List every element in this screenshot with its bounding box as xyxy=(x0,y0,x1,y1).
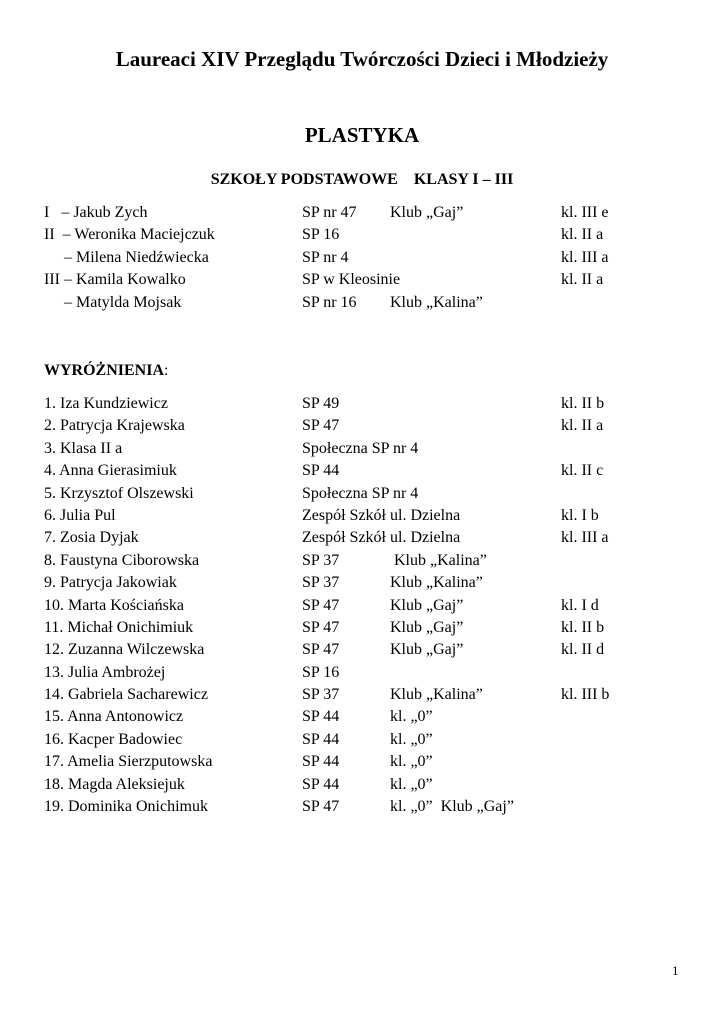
entry-name: 2. Patrycja Krajewska xyxy=(44,417,185,435)
entry-school: Społeczna SP nr 4 xyxy=(302,439,419,457)
entry-class: kl. II a xyxy=(561,226,604,244)
list-item xyxy=(0,483,724,505)
entry-name: 9. Patrycja Jakowiak xyxy=(44,574,177,592)
entry-extra: Klub „Gaj” xyxy=(390,596,464,614)
entry-name: III – Kamila Kowalko xyxy=(44,271,186,289)
page-title: Laureaci XIV Przeglądu Twórczości Dzieci i Młodzieży xyxy=(115,47,609,71)
entry-school: SP 44 xyxy=(302,775,340,793)
entry-name: 6. Julia Pul xyxy=(44,506,116,524)
list-item xyxy=(0,393,724,415)
entry-school: SP 44 xyxy=(302,462,340,480)
entry-school: SP nr 16 xyxy=(302,293,357,311)
entry-name: 1. Iza Kundziewicz xyxy=(44,395,168,412)
list-item xyxy=(0,796,724,818)
entry-school: SP 49 xyxy=(302,395,340,412)
entry-class: kl. III a xyxy=(561,248,609,266)
entry-name: 3. Klasa II a xyxy=(44,439,123,457)
entry-school: SP nr 47 xyxy=(302,204,357,221)
entry-class: kl. III a xyxy=(561,529,609,547)
entry-school: SP 37 xyxy=(302,551,340,569)
entry-name: 11. Michał Onichimiuk xyxy=(44,618,194,636)
list-item xyxy=(0,438,724,460)
entry-extra: kl. „0” xyxy=(390,753,433,771)
entry-name: 4. Anna Gierasimiuk xyxy=(44,462,177,480)
entry-class: kl. I b xyxy=(561,506,599,524)
list-item xyxy=(0,460,724,482)
entry-extra: Klub „Kalina” xyxy=(390,686,483,704)
list-item xyxy=(0,639,724,661)
entry-extra: Klub „Kalina” xyxy=(390,574,483,592)
entry-school: SP 37 xyxy=(302,686,340,704)
entry-school: Zespół Szkół ul. Dzielna xyxy=(302,506,461,524)
entry-school: SP 47 xyxy=(302,641,340,659)
entry-school: SP 44 xyxy=(302,708,340,726)
list-item xyxy=(0,292,724,314)
entry-extra: Klub „Kalina” xyxy=(390,293,483,311)
entry-name: – Milena Niedźwiecka xyxy=(44,248,209,266)
entry-school: SP 16 xyxy=(302,663,340,681)
entry-school: Społeczna SP nr 4 xyxy=(302,484,419,502)
entry-school: SP w Kleosinie xyxy=(302,271,401,289)
entry-school: SP 44 xyxy=(302,753,340,771)
list-item xyxy=(0,595,724,617)
entry-school: SP 16 xyxy=(302,226,340,244)
entry-class: kl. II c xyxy=(561,462,604,480)
list-item xyxy=(0,269,724,291)
list-item xyxy=(0,684,724,706)
entry-name: – Matylda Mojsak xyxy=(44,293,182,311)
list-item xyxy=(0,572,724,594)
subsection-title: SZKOŁY PODSTAWOWE KLASY I – III xyxy=(210,171,514,188)
entry-name: 14. Gabriela Sacharewicz xyxy=(44,686,208,704)
entry-name: 19. Dominika Onichimuk xyxy=(44,798,208,816)
entry-extra: Klub „Kalina” xyxy=(390,551,487,569)
list-item xyxy=(0,247,724,269)
list-item xyxy=(0,415,724,437)
list-item xyxy=(0,617,724,639)
list-item xyxy=(0,202,724,224)
entry-name: 7. Zosia Dyjak xyxy=(44,529,139,547)
list-item xyxy=(0,662,724,684)
list-item xyxy=(0,729,724,751)
entry-school: Zespół Szkół ul. Dzielna xyxy=(302,529,461,547)
list-item xyxy=(0,774,724,796)
entry-name: 8. Faustyna Ciborowska xyxy=(44,551,200,569)
entry-extra: kl. „0” xyxy=(390,775,433,793)
entry-name: II – Weronika Maciejczuk xyxy=(44,226,215,244)
entry-school: SP 47 xyxy=(302,417,340,435)
entry-extra: Klub „Gaj” xyxy=(390,618,464,636)
entry-class: kl. III e xyxy=(561,204,609,221)
entry-name: 18. Magda Aleksiejuk xyxy=(44,775,185,793)
entry-class: kl. II d xyxy=(561,641,605,659)
entry-name: I – Jakub Zych xyxy=(44,204,148,221)
entry-school: SP 44 xyxy=(302,730,340,748)
entry-extra: kl. „0” xyxy=(390,708,433,726)
entry-class: kl. II a xyxy=(561,271,604,289)
entry-class: kl. II b xyxy=(561,395,605,412)
entry-name: 13. Julia Ambrożej xyxy=(44,663,166,681)
distinctions-list xyxy=(0,393,724,818)
entry-class: kl. II a xyxy=(561,417,604,435)
entry-school: SP 47 xyxy=(302,596,340,614)
distinctions-heading-suffix: : xyxy=(164,362,169,379)
entry-name: 16. Kacper Badowiec xyxy=(44,730,183,748)
entry-name: 5. Krzysztof Olszewski xyxy=(44,484,194,502)
list-item xyxy=(0,505,724,527)
entry-extra: Klub „Gaj” xyxy=(390,204,464,221)
laureates-list xyxy=(0,202,724,314)
entry-extra: kl. „0” Klub „Gaj” xyxy=(390,798,514,816)
entry-school: SP 47 xyxy=(302,618,340,636)
entry-class: kl. II b xyxy=(561,618,605,636)
entry-school: SP 37 xyxy=(302,574,340,592)
distinctions-heading-label: WYRÓŻNIENIA xyxy=(44,362,165,379)
entry-name: 15. Anna Antonowicz xyxy=(44,708,184,726)
entry-extra: Klub „Gaj” xyxy=(390,641,464,659)
entry-name: 17. Amelia Sierzputowska xyxy=(44,753,213,771)
entry-name: 10. Marta Kościańska xyxy=(44,596,184,614)
entry-extra: kl. „0” xyxy=(390,730,433,748)
entry-school: SP nr 4 xyxy=(302,248,349,266)
entry-class: kl. III b xyxy=(561,686,610,704)
list-item xyxy=(0,550,724,572)
entry-name: 12. Zuzanna Wilczewska xyxy=(44,641,205,659)
list-item xyxy=(0,527,724,549)
entry-class: kl. I d xyxy=(561,596,599,614)
list-item xyxy=(0,706,724,728)
section-title: PLASTYKA xyxy=(304,123,420,147)
list-item xyxy=(0,224,724,246)
distinctions-heading xyxy=(44,359,168,383)
list-item xyxy=(0,751,724,773)
entry-school: SP 47 xyxy=(302,798,340,816)
page-number: 1 xyxy=(672,963,679,978)
